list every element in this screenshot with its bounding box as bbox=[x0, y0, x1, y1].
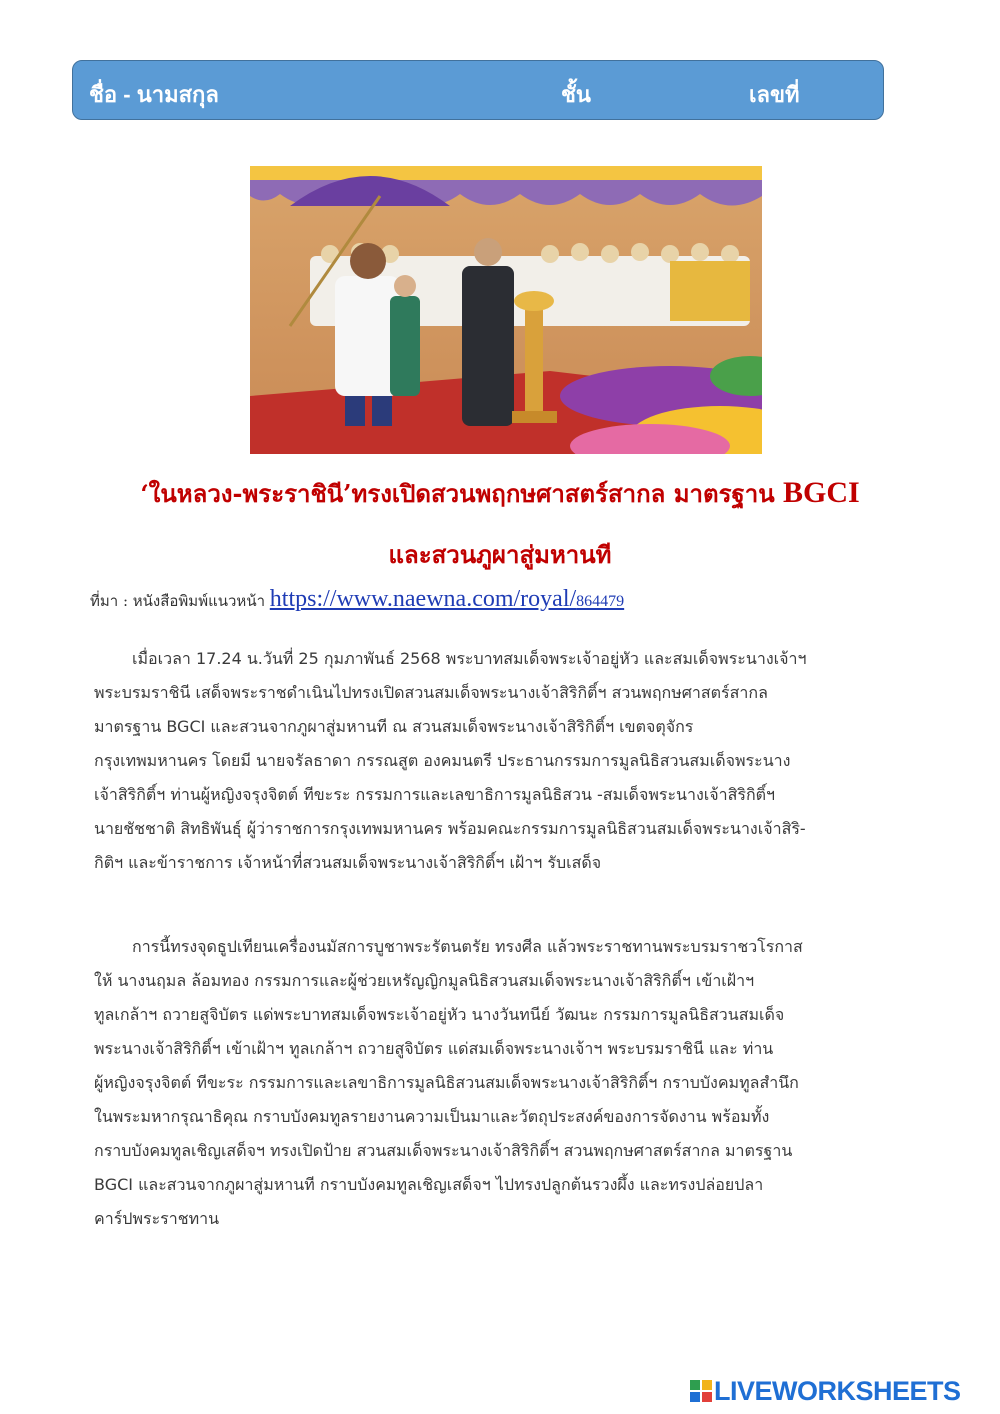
source-label: ที่มา : หนังสือพิมพ์แนวหน้า bbox=[90, 592, 265, 610]
paragraph-line: กรุงเทพมหานคร โดยมี นายจรัลธาดา กรรณสูต องคมนตรี ประธานกรรมการมูลนิธิสวนสมเด็จพระนาง bbox=[94, 751, 791, 770]
source-link[interactable] bbox=[270, 586, 624, 612]
headline-latin-text: BGCI bbox=[783, 476, 860, 509]
name-label: ชื่อ - นามสกุล bbox=[89, 82, 219, 107]
paragraph-line: ในพระมหากรุณาธิคุณ กราบบังคมทูลรายงานความเป็นมาและวัตถุประสงค์ของการจัดงาน พร้อมทั้ง bbox=[94, 1107, 770, 1126]
source-url-id: 864479 bbox=[576, 593, 625, 610]
source-url: https://www.naewna.com/royal/ bbox=[269, 586, 577, 612]
logo-blocks-icon bbox=[690, 1380, 712, 1402]
paragraph-line: เจ้าสิริกิติ์ฯ ท่านผู้หญิงจรุงจิตต์ ทีขะระ กรรมการและเลขาธิการมูลนิธิสวน -สมเด็จพระนางเจ้าสิริกิติ์ฯ bbox=[94, 785, 776, 804]
paragraph-line: ให้ นางนฤมล ล้อมทอง กรรมการและผู้ช่วยเหรัญญิกมูลนิธิสวนสมเด็จพระนางเจ้าสิริกิติ์ฯ เข้าเฝ้าฯ bbox=[94, 971, 755, 990]
headline-line-2: และสวนภูผาสู่มหานที bbox=[388, 540, 612, 569]
paragraph-line: กิติฯ และข้าราชการ เจ้าหน้าที่สวนสมเด็จพระนางเจ้าสิริกิติ์ฯ เฝ้าฯ รับเสด็จ bbox=[94, 853, 602, 872]
class-label: ชั้น bbox=[561, 82, 591, 107]
logo-text: LIVEWORKSHEETS bbox=[714, 1375, 961, 1406]
paragraph-line: เมื่อเวลา 17.24 น.วันที่ 25 กุมภาพันธ์ 2568 พระบาทสมเด็จพระเจ้าอยู่หัว และสมเด็จพระนางเจ้าฯ bbox=[132, 649, 807, 668]
paragraph-line: การนี้ทรงจุดธูปเทียนเครื่องนมัสการบูชาพระรัตนตรัย ทรงศีล แล้วพระราชทานพระบรมราชวโรกาส bbox=[132, 937, 803, 956]
paragraph-line: ผู้หญิงจรุงจิตต์ ทีขะระ กรรมการและเลขาธิการมูลนิธิสวนสมเด็จพระนางเจ้าสิริกิติ์ฯ กราบบังคมทูลสำนึก bbox=[94, 1073, 799, 1092]
paragraph-line: มาตรฐาน BGCI และสวนจากภูผาสู่มหานที ณ สวนสมเด็จพระนางเจ้าสิริกิติ์ฯ เขตจตุจักร bbox=[94, 717, 694, 736]
paragraph-line: พระนางเจ้าสิริกิติ์ฯ เข้าเฝ้าฯ ทูลเกล้าฯ ถวายสูจิบัตร แด่สมเด็จพระนางเจ้าฯ พระบรมราชินี และ ท่าน bbox=[94, 1039, 774, 1058]
ceremony-photo bbox=[250, 166, 762, 454]
liveworksheets-logo bbox=[690, 1376, 961, 1406]
paragraph-line: นายชัชชาติ สิทธิพันธุ์ ผู้ว่าราชการกรุงเทพมหานคร พร้อมคณะกรรมการมูลนิธิสวนสมเด็จพระนางเจ้าสิริ- bbox=[94, 819, 806, 838]
student-info-bar bbox=[72, 60, 884, 120]
number-label: เลขที่ bbox=[749, 82, 800, 107]
paragraph-line: ทูลเกล้าฯ ถวายสูจิบัตร แด่พระบาทสมเด็จพระเจ้าอยู่หัว นางวันทนีย์ วัฒนะ กรรมการมูลนิธิสวนสมเด็จ bbox=[94, 1005, 785, 1024]
source-line bbox=[90, 586, 624, 613]
paragraph-line: คาร์ปพระราชทาน bbox=[94, 1209, 220, 1228]
paragraph-line: พระบรมราชินี เสด็จพระราชดำเนินไปทรงเปิดสวนสมเด็จพระนางเจ้าสิริกิติ์ฯ สวนพฤกษศาสตร์สากล bbox=[94, 683, 768, 702]
headline-thai-text: ‘ในหลวง-พระราชินี’ทรงเปิดสวนพฤกษศาสตร์สากล มาตรฐาน bbox=[140, 479, 775, 508]
paragraph-line: กราบบังคมทูลเชิญเสด็จฯ ทรงเปิดป้าย สวนสมเด็จพระนางเจ้าสิริกิติ์ฯ สวนพฤกษศาสตร์สากล มาตรฐาน bbox=[94, 1141, 793, 1160]
headline-line-1 bbox=[0, 474, 1000, 513]
paragraph-line: BGCI และสวนจากภูผาสู่มหานที กราบบังคมทูลเชิญเสด็จฯ ไปทรงปลูกต้นรวงผึ้ง และทรงปล่อยปลา bbox=[94, 1175, 764, 1194]
paragraph-2 bbox=[94, 930, 924, 1236]
paragraph-1 bbox=[94, 642, 924, 880]
